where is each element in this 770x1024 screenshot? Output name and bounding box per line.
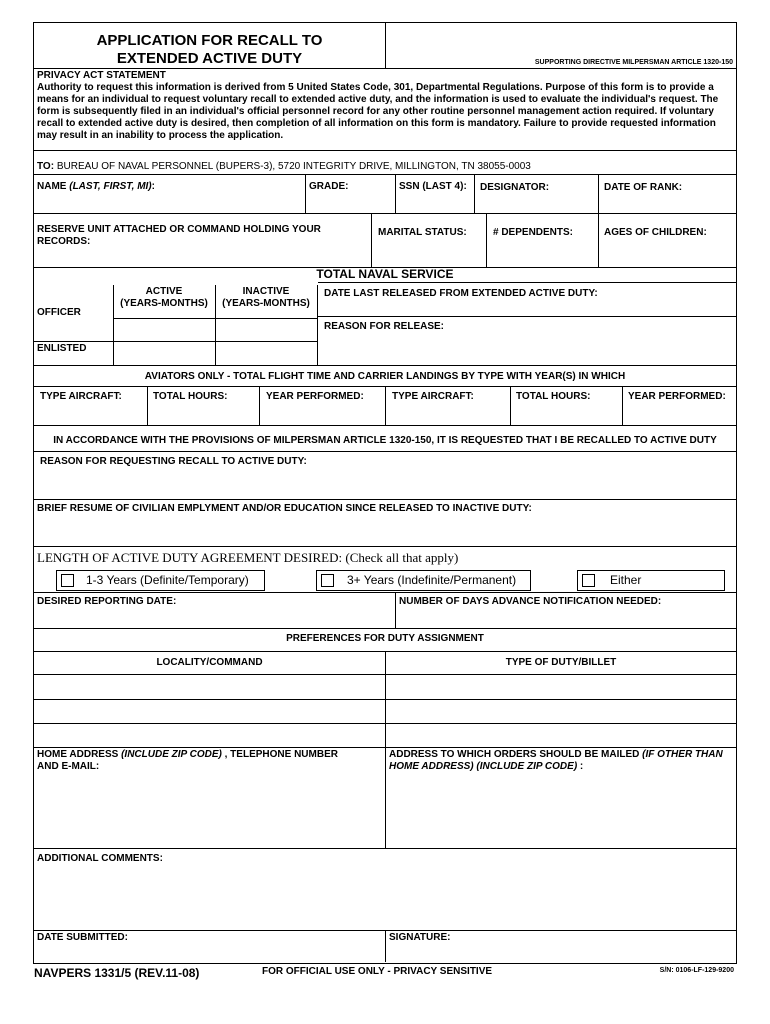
to-label: TO:	[37, 161, 55, 172]
grade-field[interactable]	[306, 175, 395, 213]
locality-field-1[interactable]	[34, 675, 384, 698]
reason-release-field[interactable]	[318, 317, 735, 364]
duty-field-3[interactable]	[386, 724, 735, 746]
type-aircraft-label-2: TYPE AIRCRAFT:	[392, 391, 474, 402]
date-submitted-field[interactable]	[34, 945, 384, 961]
duty-field-2[interactable]	[386, 700, 735, 722]
orders-address-field[interactable]	[386, 775, 735, 847]
year-performed-field-1[interactable]	[260, 404, 384, 424]
date-last-released-field[interactable]	[318, 283, 735, 315]
enlisted-active-field[interactable]	[114, 342, 214, 364]
notification-label: NUMBER OF DAYS ADVANCE NOTIFICATION NEEDED:	[399, 596, 662, 607]
inactive-header: INACTIVE (YEARS-MONTHS)	[222, 286, 310, 309]
preferences-heading: PREFERENCES FOR DUTY ASSIGNMENT	[286, 633, 484, 644]
type-aircraft-field-1[interactable]	[34, 404, 146, 424]
name-field[interactable]	[34, 175, 305, 213]
row-line	[33, 628, 736, 629]
officer-inactive-field[interactable]	[216, 319, 316, 340]
option-3-plus-years-label: 3+ Years (Indefinite/Permanent)	[347, 573, 517, 587]
option-3-plus-years[interactable]	[316, 570, 531, 591]
type-duty-label: TYPE OF DUTY/BILLET	[505, 657, 617, 668]
checkbox-1-3-years[interactable]	[61, 574, 74, 587]
date-of-rank-label: DATE OF RANK:	[604, 182, 683, 193]
dependents-field[interactable]	[487, 214, 597, 266]
active-header: ACTIVE (YEARS-MONTHS)	[120, 286, 208, 309]
supporting-directive: SUPPORTING DIRECTIVE MILPERSMAN ARTICLE 1320-150	[534, 59, 733, 66]
enlisted-inactive-field[interactable]	[216, 342, 316, 364]
year-performed-label-1: YEAR PERFORMED:	[266, 391, 364, 402]
locality-field-3[interactable]	[34, 724, 384, 746]
form-title-line2: EXTENDED ACTIVE DUTY	[116, 50, 303, 67]
total-hours-label-2: TOTAL HOURS:	[516, 391, 591, 402]
officer-label: OFFICER	[37, 307, 81, 318]
privacy-line: may result in an inability to process the application.	[37, 130, 284, 142]
row-line	[33, 365, 736, 366]
orders-address-label: ADDRESS TO WHICH ORDERS SHOULD BE MAILED (IF OTHER THAN HOME ADDRESS) (INCLUDE ZIP CODE) :	[389, 749, 723, 772]
home-address-label: HOME ADDRESS (INCLUDE ZIP CODE) , TELEPHONE NUMBER AND E-MAIL:	[37, 749, 338, 772]
length-agreement-label: LENGTH OF ACTIVE DUTY AGREEMENT DESIRED: (Check all that apply)	[37, 550, 459, 565]
row-line	[33, 425, 736, 426]
year-performed-field-2[interactable]	[623, 404, 735, 424]
privacy-line: means for an individual to request voluntary recall to extended active duty, and the information is used to evaluate the individual's request. The	[37, 94, 719, 106]
to-row	[37, 161, 531, 173]
row-line	[33, 592, 736, 593]
reason-requesting-label: REASON FOR REQUESTING RECALL TO ACTIVE DUTY:	[40, 456, 307, 467]
date-submitted-label: DATE SUBMITTED:	[37, 932, 128, 943]
designator-field[interactable]	[475, 175, 597, 213]
privacy-heading: PRIVACY ACT STATEMENT	[37, 70, 166, 81]
to-address: BUREAU OF NAVAL PERSONNEL (BUPERS-3), 5720 INTEGRITY DRIVE, MILLINGTON, TN 38055-0003	[56, 161, 531, 172]
form-title-line1: APPLICATION FOR RECALL TO	[96, 32, 323, 49]
stock-number: S/N: 0106-LF-129-9200	[659, 967, 734, 974]
official-use-notice: FOR OFFICIAL USE ONLY - PRIVACY SENSITIVE	[262, 966, 493, 977]
brief-resume-field[interactable]	[34, 517, 735, 545]
signature-field[interactable]	[386, 945, 735, 961]
type-aircraft-field-2[interactable]	[386, 404, 509, 424]
row-line	[33, 499, 736, 500]
enlisted-label: ENLISTED	[37, 343, 87, 354]
ages-children-label: AGES OF CHILDREN:	[604, 227, 707, 238]
reserve-unit-label: RESERVE UNIT ATTACHED OR COMMAND HOLDING YOUR RECORDS:	[37, 224, 321, 247]
form-number: NAVPERS 1331/5 (REV.11-08)	[34, 966, 200, 980]
ssn-field[interactable]	[396, 175, 474, 213]
home-address-field[interactable]	[34, 775, 384, 847]
checkbox-3-plus-years[interactable]	[321, 574, 334, 587]
date-last-released-label: DATE LAST RELEASED FROM EXTENDED ACTIVE DUTY:	[324, 288, 598, 299]
row-line	[33, 451, 736, 452]
privacy-line: form is subsequently filed in an individual's official personnel record for any other routine personnel management action required. If voluntary	[37, 106, 714, 118]
ages-children-field[interactable]	[599, 214, 735, 266]
marital-status-field[interactable]	[372, 214, 486, 266]
privacy-line: Authority to request this information is derived from 5 United States Code, 301, Departmental Regulations. Purpose of this form is to provide a	[37, 82, 714, 94]
signature-label: SIGNATURE:	[389, 932, 451, 943]
header-bottom-line	[33, 68, 736, 69]
privacy-bottom-line	[33, 150, 736, 151]
locality-field-2[interactable]	[34, 700, 384, 722]
reason-requesting-field[interactable]	[34, 470, 735, 498]
name-label: NAME (LAST, FIRST, MI):	[37, 181, 155, 192]
additional-comments-field[interactable]	[34, 867, 735, 929]
row-line	[33, 546, 736, 547]
option-either-label: Either	[610, 573, 642, 587]
locality-command-label: LOCALITY/COMMAND	[156, 657, 263, 668]
header-divider	[385, 22, 386, 68]
option-1-3-years-label: 1-3 Years (Definite/Temporary)	[86, 573, 249, 587]
type-aircraft-label-1: TYPE AIRCRAFT:	[40, 391, 122, 402]
date-of-rank-field[interactable]	[599, 175, 735, 213]
total-naval-service-heading: TOTAL NAVAL SERVICE	[316, 267, 454, 281]
checkbox-either[interactable]	[582, 574, 595, 587]
reserve-unit-field[interactable]	[34, 214, 371, 266]
grade-label: GRADE:	[309, 181, 349, 192]
year-performed-label-2: YEAR PERFORMED:	[628, 391, 726, 402]
notification-field[interactable]	[396, 609, 735, 627]
marital-status-label: MARITAL STATUS:	[378, 227, 467, 238]
duty-field-1[interactable]	[386, 675, 735, 698]
reason-release-label: REASON FOR RELEASE:	[324, 321, 445, 332]
row-line	[33, 848, 736, 849]
aviators-heading: AVIATORS ONLY - TOTAL FLIGHT TIME AND CARRIER LANDINGS BY TYPE WITH YEAR(S) IN WHICH	[144, 371, 626, 382]
additional-comments-label: ADDITIONAL COMMENTS:	[37, 853, 163, 864]
privacy-act-statement	[37, 70, 733, 143]
ssn-label: SSN (LAST 4):	[399, 181, 467, 192]
total-hours-field-1[interactable]	[148, 404, 258, 424]
dependents-label: # DEPENDENTS:	[493, 227, 574, 238]
designator-label: DESIGNATOR:	[480, 182, 550, 193]
form-title	[34, 32, 385, 68]
desired-reporting-label: DESIRED REPORTING DATE:	[37, 596, 177, 607]
desired-reporting-field[interactable]	[34, 609, 394, 627]
total-hours-label-1: TOTAL HOURS:	[153, 391, 228, 402]
accordance-statement: IN ACCORDANCE WITH THE PROVISIONS OF MILPERSMAN ARTICLE 1320-150, IT IS REQUESTED THAT I BE RECALLED TO ACTIVE DUTY	[53, 435, 717, 446]
brief-resume-label: BRIEF RESUME OF CIVILIAN EMPLYMENT AND/OR EDUCATION SINCE RELEASED TO INACTIVE DUTY:	[37, 503, 532, 514]
total-hours-field-2[interactable]	[511, 404, 621, 424]
option-1-3-years[interactable]	[56, 570, 265, 591]
privacy-line: recall to extended active duty is desired, then completion of all information on this form is mandatory. Failure to provide requested information	[37, 118, 716, 130]
officer-active-field[interactable]	[114, 319, 214, 340]
option-either[interactable]	[577, 570, 725, 591]
